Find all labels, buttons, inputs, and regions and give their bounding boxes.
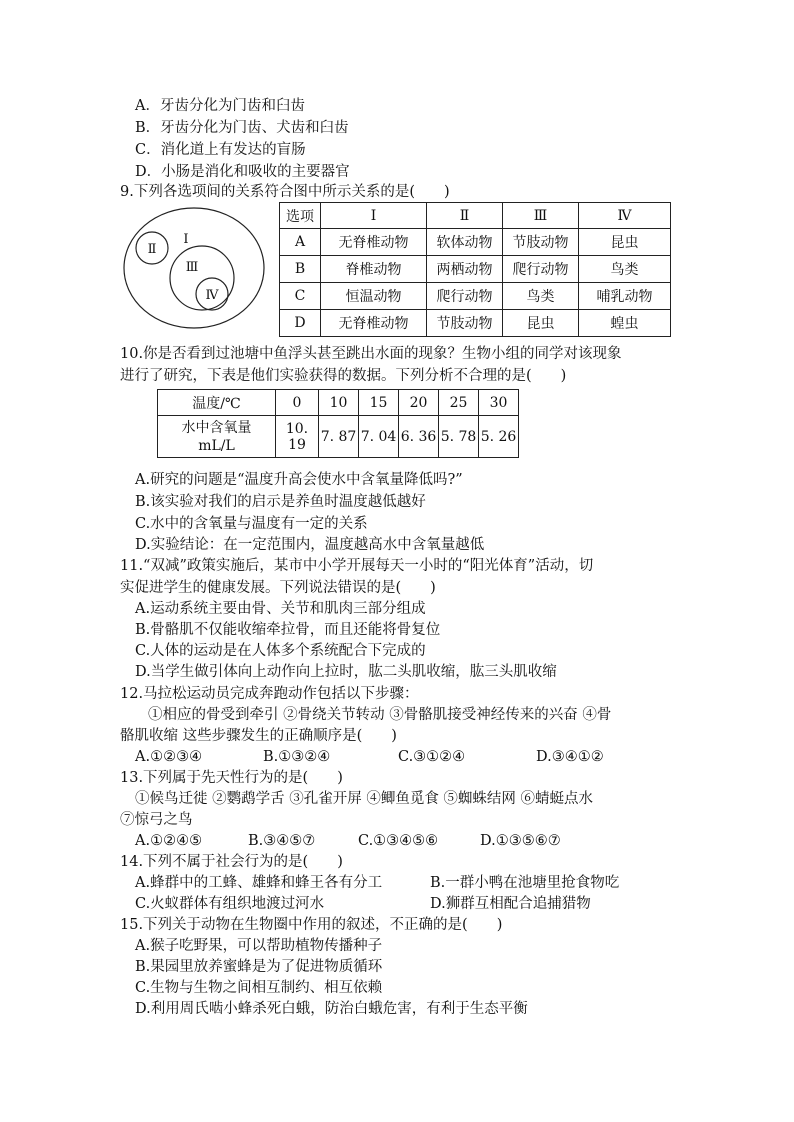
q9-table-row [280, 310, 671, 337]
q12-option-d: D.③④①② [536, 749, 604, 765]
q9-cell: 脊椎动物 [321, 256, 427, 283]
q10-stem-line1: 10.你是否看到过池塘中鱼浮头甚至跳出水面的现象？生物小组的同学对该现象 [120, 346, 622, 362]
q13-option-a: A.①②④⑤ [135, 833, 203, 849]
q9-cell: 节肢动物 [503, 229, 579, 256]
q10-row-label-line1: 水中含氧量 [181, 419, 252, 436]
q9-cell: 鸟类 [579, 256, 671, 283]
q9-header-cell: Ⅳ [579, 203, 671, 229]
q8-option-a: A．牙齿分化为门齿和臼齿 [135, 98, 305, 114]
q13-stem: 13.下列属于先天性行为的是( ) [120, 770, 343, 786]
q14-option-b: B.一群小鸭在池塘里抢食物吃 [430, 875, 620, 891]
q10-stem-line2: 进行了研究，下表是他们实验获得的数据。下列分析不合理的是( ) [120, 368, 567, 384]
q9-nested-circles-diagram [118, 204, 278, 334]
q9-cell: 昆虫 [503, 310, 579, 337]
q10-option-b: B.该实验对我们的启示是养鱼时温度越低越好 [135, 494, 426, 510]
q10-cell: 5. 26 [479, 416, 519, 458]
q9-cell: 昆虫 [579, 229, 671, 256]
q10-cell: 6. 36 [399, 416, 439, 458]
q10-option-a: A.研究的问题是“温度升高会使水中含氧量降低吗?” [135, 472, 463, 488]
q10-cell: 25 [439, 390, 479, 416]
q10-cell: 7. 87 [319, 416, 359, 458]
q14-option-c: C.火蚁群体有组织地渡过河水 [135, 896, 325, 912]
q10-cell: 5. 78 [439, 416, 479, 458]
q12-option-a: A.①②③④ [135, 749, 203, 765]
q12-steps-line2: 骼肌收缩 这些步骤发生的正确顺序是( ) [120, 728, 397, 744]
q9-cell: 恒温动物 [321, 283, 427, 310]
q9-cell: 无脊椎动物 [321, 310, 427, 337]
q9-cell: B [280, 256, 321, 283]
q12-stem: 12.马拉松运动员完成奔跑动作包括以下步骤： [120, 686, 419, 702]
q13-items-line1: ①候鸟迁徙 ②鹦鹉学舌 ③孔雀开屏 ④鲫鱼觅食 ⑤蜘蛛结网 ⑥蜻蜓点水 [135, 791, 594, 807]
q11-stem-line1: 11.“双减”政策实施后，某市中小学开展每天一小时的“阳光体育”活动，切 [120, 558, 594, 574]
q9-cell: A [280, 229, 321, 256]
q15-stem: 15.下列关于动物在生物圈中作用的叙述，不正确的是( ) [120, 917, 503, 933]
q10-table-row-temperature [158, 390, 519, 416]
q9-header-cell: Ⅱ [427, 203, 503, 229]
q14-option-d: D.狮群互相配合追捕猎物 [430, 896, 591, 912]
q9-table [279, 202, 671, 337]
q10-option-d: D.实验结论：在一定范围内，温度越高水中含氧量越低 [135, 537, 485, 553]
q11-option-d: D.当学生做引体向上动作向上拉时，肱二头肌收缩，肱三头肌收缩 [135, 664, 557, 680]
q9-header-cell: Ⅰ [321, 203, 427, 229]
q9-cell: C [280, 283, 321, 310]
q10-cell: 10. 19 [276, 416, 319, 458]
q15-option-c: C.生物与生物之间相互制约、相互依赖 [135, 980, 383, 996]
q10-cell: 15 [359, 390, 399, 416]
q9-cell: 软体动物 [427, 229, 503, 256]
q9-stem: 9.下列各选项间的关系符合图中所示关系的是( ) [120, 184, 450, 200]
q10-cell: 20 [399, 390, 439, 416]
q9-cell: D [280, 310, 321, 337]
q9-cell: 无脊椎动物 [321, 229, 427, 256]
circle-middle [170, 246, 234, 310]
q10-cell: 30 [479, 390, 519, 416]
q10-table [157, 389, 519, 458]
q9-cell: 鸟类 [503, 283, 579, 310]
q13-items-line2: ⑦惊弓之鸟 [120, 812, 193, 828]
q9-cell: 蝗虫 [579, 310, 671, 337]
q10-cell: 7. 04 [359, 416, 399, 458]
q8-option-b: B．牙齿分化为门齿、犬齿和臼齿 [135, 120, 349, 136]
q15-option-d: D.利用周氏啮小蜂杀死白蛾，防治白蛾危害，有利于生态平衡 [135, 1001, 528, 1017]
diagram-label-iii: Ⅲ [185, 260, 199, 275]
diagram-label-ii: Ⅱ [147, 242, 157, 257]
q10-row-label-line2: mL/L [198, 437, 235, 454]
q9-cell: 爬行动物 [503, 256, 579, 283]
q10-table-row-oxygen [158, 416, 519, 458]
diagram-label-iv: Ⅳ [205, 288, 219, 303]
q11-stem-line2: 实促进学生的健康发展。下列说法错误的是( ) [120, 580, 436, 596]
q9-cell: 哺乳动物 [579, 283, 671, 310]
diagram-label-i: Ⅰ [183, 232, 189, 247]
q9-cell: 爬行动物 [427, 283, 503, 310]
q8-option-d: D．小肠是消化和吸收的主要器官 [135, 164, 350, 180]
q11-option-c: C.人体的运动是在人体多个系统配合下完成的 [135, 643, 426, 659]
q15-option-a: A.猴子吃野果，可以帮助植物传播种子 [135, 938, 383, 954]
q13-option-d: D.①③⑤⑥⑦ [480, 833, 561, 849]
q8-option-c: C．消化道上有发达的盲肠 [135, 142, 306, 158]
q9-header-cell: 选项 [280, 203, 321, 229]
q13-option-c: C.①③④⑤⑥ [358, 833, 439, 849]
q12-option-c: C.③①②④ [398, 749, 466, 765]
q11-option-b: B.骨骼肌不仅能收缩牵拉骨，而且还能将骨复位 [135, 622, 441, 638]
q9-table-row [280, 283, 671, 310]
q12-option-b: B.①③②④ [263, 749, 331, 765]
q10-row-label [158, 416, 276, 458]
q15-option-b: B.果园里放养蜜蜂是为了促进物质循环 [135, 959, 383, 975]
q14-option-a: A.蜂群中的工蜂、雄蜂和蜂王各有分工 [135, 875, 383, 891]
q9-header-cell: Ⅲ [503, 203, 579, 229]
q10-option-c: C.水中的含氧量与温度有一定的关系 [135, 516, 368, 532]
q9-cell: 两栖动物 [427, 256, 503, 283]
q10-cell: 0 [276, 390, 319, 416]
q11-option-a: A.运动系统主要由骨、关节和肌肉三部分组成 [135, 601, 426, 617]
q9-cell: 节肢动物 [427, 310, 503, 337]
q10-cell: 10 [319, 390, 359, 416]
q12-steps-line1: ①相应的骨受到牵引 ②骨绕关节转动 ③骨骼肌接受神经传来的兴奋 ④骨 [148, 707, 612, 723]
q9-table-row [280, 256, 671, 283]
q14-stem: 14.下列不属于社会行为的是( ) [120, 854, 343, 870]
q9-table-row [280, 229, 671, 256]
q10-row-label: 温度/℃ [158, 390, 276, 416]
q9-table-header-row [280, 203, 671, 229]
q13-option-b: B.③④⑤⑦ [248, 833, 316, 849]
